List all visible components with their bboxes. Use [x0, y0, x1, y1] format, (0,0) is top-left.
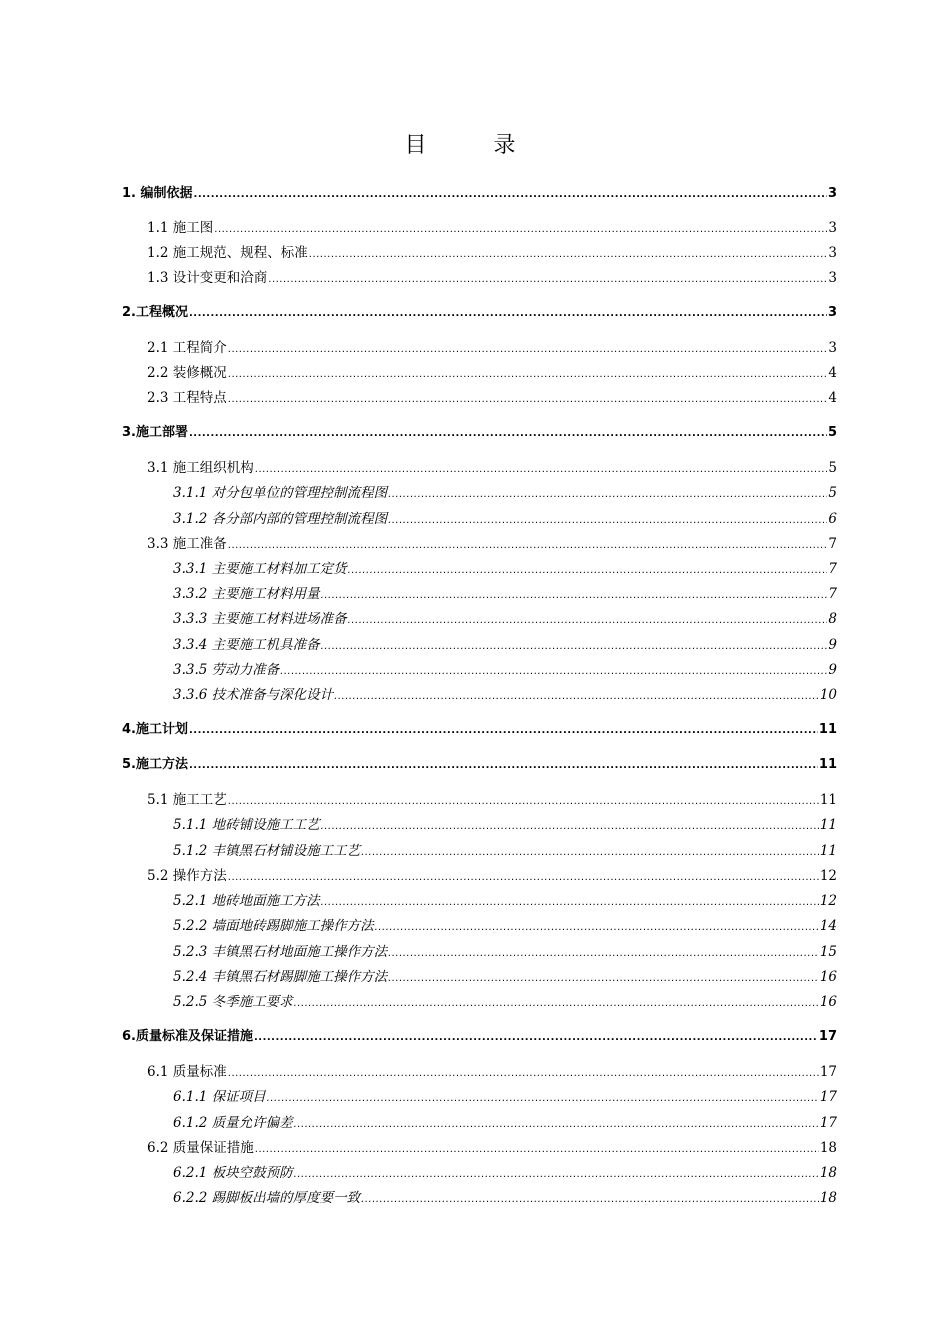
toc-item[interactable]: [173, 889, 837, 909]
toc-label: 1.1 施工图: [147, 220, 214, 236]
toc-leader-dots: [214, 224, 827, 235]
toc-page-number: 18: [819, 1140, 837, 1156]
toc-item[interactable]: [173, 965, 837, 985]
toc-section[interactable]: [122, 301, 837, 320]
page-title: 目 录: [404, 133, 546, 158]
toc-label: 3.1.2 各分部内部的管理控制流程图: [173, 511, 388, 527]
toc-item[interactable]: [173, 683, 837, 703]
toc-label: 3.3.4 主要施工机具准备: [173, 637, 320, 653]
toc-page-number: 17: [819, 1064, 837, 1080]
toc-page-number: 7: [828, 586, 837, 602]
toc-page-number: 6: [828, 511, 837, 527]
toc-item[interactable]: [173, 1111, 837, 1131]
toc-page-number: 12: [819, 868, 837, 884]
toc-page-number: 18: [819, 1165, 837, 1181]
toc-page-number: 3: [827, 186, 837, 201]
toc-leader-dots: [280, 666, 827, 677]
toc-leader-dots: [228, 872, 819, 883]
toc-subsection[interactable]: [147, 241, 837, 261]
toc-leader-dots: [388, 515, 827, 526]
toc-label: 3.3.6 技术准备与深化设计: [173, 687, 334, 703]
toc-leader-dots: [309, 249, 828, 260]
toc-page-number: 5: [828, 485, 837, 501]
toc-label: 2.3 工程特点: [147, 390, 227, 406]
toc-leader-dots: [388, 489, 827, 500]
toc-leader-dots: [228, 344, 828, 355]
toc-leader-dots: [254, 1032, 818, 1043]
toc-leader-dots: [189, 308, 827, 319]
toc-label: 5.2.2 墙面地砖踢脚施工操作方法: [173, 918, 374, 934]
toc-page-number: 10: [819, 687, 837, 703]
toc-page-number: 3: [828, 340, 837, 356]
toc-leader-dots: [321, 897, 819, 908]
toc-leader-dots: [267, 1093, 819, 1104]
toc-subsection[interactable]: [147, 216, 837, 236]
toc-leader-dots: [228, 369, 828, 380]
toc-label: 5.1.2 丰镇黑石材铺设施工工艺: [173, 843, 361, 859]
toc-page-number: 11: [818, 722, 837, 737]
toc-item[interactable]: [173, 1085, 837, 1105]
toc-label: 1.2 施工规范、规程、标准: [147, 245, 308, 261]
toc-label: 6.1 质量标准: [147, 1064, 227, 1080]
toc-page-number: 3: [827, 305, 837, 320]
toc-leader-dots: [228, 540, 828, 551]
toc-leader-dots: [361, 847, 819, 858]
toc-label: 5.施工方法: [122, 757, 188, 772]
toc-page-number: 5: [827, 425, 837, 440]
toc-section[interactable]: [122, 753, 837, 772]
toc-leader-dots: [228, 394, 828, 405]
toc-leader-dots: [334, 691, 819, 702]
toc-label: 2.工程概况: [122, 305, 188, 320]
toc-page-number: 4: [828, 365, 837, 381]
toc-page-number: 15: [819, 944, 837, 960]
toc-section[interactable]: [122, 421, 837, 440]
toc-page-number: 17: [818, 1029, 837, 1044]
toc-label: 4.施工计划: [122, 722, 188, 737]
toc-page-number: 7: [828, 561, 837, 577]
toc-label: 1. 编制依据: [122, 186, 193, 201]
toc-page-number: 3: [828, 270, 837, 286]
toc-label: 5.1 施工工艺: [147, 792, 227, 808]
toc-label: 3.1 施工组织机构: [147, 460, 254, 476]
toc-page-number: 17: [819, 1089, 837, 1105]
toc-label: 2.1 工程简介: [147, 340, 227, 356]
toc-leader-dots: [194, 189, 827, 200]
toc-page-number: 4: [828, 390, 837, 406]
toc-label: 3.1.1 对分包单位的管理控制流程图: [173, 485, 388, 501]
toc-leader-dots: [268, 274, 827, 285]
toc-label: 3.3.2 主要施工材料用量: [173, 586, 320, 602]
toc-label: 3.3.5 劳动力准备: [173, 662, 280, 678]
toc-leader-dots: [228, 796, 819, 807]
toc-item[interactable]: [173, 633, 837, 653]
toc-subsection[interactable]: [147, 1060, 837, 1080]
toc-section[interactable]: [122, 182, 837, 201]
toc-subsection[interactable]: [147, 336, 837, 356]
toc-item[interactable]: [173, 507, 837, 527]
toc-label: 5.2.1 地砖地面施工方法: [173, 893, 320, 909]
toc-leader-dots: [189, 760, 818, 771]
toc-item[interactable]: [173, 582, 837, 602]
toc-leader-dots: [294, 1169, 819, 1180]
toc-subsection[interactable]: [147, 788, 837, 808]
toc-item[interactable]: [173, 914, 837, 934]
toc-subsection[interactable]: [147, 456, 837, 476]
toc-item[interactable]: [173, 1161, 837, 1181]
toc-page-number: 11: [819, 843, 837, 859]
toc-leader-dots: [388, 948, 819, 959]
toc-label: 5.1.1 地砖铺设施工工艺: [173, 817, 320, 833]
toc-page-number: 14: [819, 918, 837, 934]
toc-item[interactable]: [173, 607, 837, 627]
toc-page-number: 18: [819, 1190, 837, 1206]
toc-leader-dots: [348, 615, 828, 626]
toc-leader-dots: [189, 725, 818, 736]
toc-label: 3.3 施工准备: [147, 536, 227, 552]
toc-leader-dots: [321, 641, 828, 652]
toc-label: 3.施工部署: [122, 425, 188, 440]
toc-item[interactable]: [173, 813, 837, 833]
toc-page-number: 16: [819, 969, 837, 985]
toc-page-number: 12: [819, 893, 837, 909]
toc-label: 6.2 质量保证措施: [147, 1140, 254, 1156]
toc-leader-dots: [255, 464, 828, 475]
toc-label: 2.2 装修概况: [147, 365, 227, 381]
toc-label: 6.1.2 质量允许偏差: [173, 1115, 293, 1131]
toc-section[interactable]: [122, 1025, 837, 1044]
toc-label: 5.2 操作方法: [147, 868, 227, 884]
toc-page-number: 3: [828, 245, 837, 261]
toc-label: 6.2.2 踢脚板出墙的厚度要一致: [173, 1190, 361, 1206]
toc-item[interactable]: [173, 481, 837, 501]
toc-label: 6.2.1 板块空鼓预防: [173, 1165, 293, 1181]
toc-leader-dots: [228, 1068, 819, 1079]
toc-item[interactable]: [173, 557, 837, 577]
toc-page-number: 7: [828, 536, 837, 552]
toc-label: 5.2.4 丰镇黑石材踢脚施工操作方法: [173, 969, 388, 985]
toc-label: 6.质量标准及保证措施: [122, 1029, 253, 1044]
toc-page-number: 16: [819, 994, 837, 1010]
toc-label: 6.1.1 保证项目: [173, 1089, 266, 1105]
toc-label: 3.3.3 主要施工材料进场准备: [173, 611, 347, 627]
toc-item[interactable]: [173, 658, 837, 678]
toc-subsection[interactable]: [147, 361, 837, 381]
toc-page-number: 11: [819, 792, 837, 808]
toc-section[interactable]: [122, 718, 837, 737]
toc-page-number: 11: [818, 757, 837, 772]
toc-page-number: 11: [819, 817, 837, 833]
toc-leader-dots: [348, 565, 828, 576]
toc-item[interactable]: [173, 839, 837, 859]
toc-subsection[interactable]: [147, 386, 837, 406]
toc-subsection[interactable]: [147, 1136, 837, 1156]
toc-label: 3.3.1 主要施工材料加工定货: [173, 561, 347, 577]
toc-page-number: 3: [828, 220, 837, 236]
toc-leader-dots: [321, 590, 828, 601]
toc-leader-dots: [321, 821, 819, 832]
toc-subsection[interactable]: [147, 864, 837, 884]
toc-page-number: 8: [828, 611, 837, 627]
toc-label: 5.2.5 冬季施工要求: [173, 994, 293, 1010]
toc-leader-dots: [294, 998, 819, 1009]
toc-leader-dots: [294, 1119, 819, 1130]
toc-leader-dots: [388, 973, 819, 984]
toc-label: 1.3 设计变更和洽商: [147, 270, 268, 286]
toc-page-number: 9: [828, 637, 837, 653]
toc-leader-dots: [255, 1144, 819, 1155]
toc-item[interactable]: [173, 1186, 837, 1206]
toc-leader-dots: [375, 922, 819, 933]
toc-page-number: 17: [819, 1115, 837, 1131]
toc-subsection[interactable]: [147, 266, 837, 286]
toc-leader-dots: [361, 1194, 819, 1205]
toc-page-number: 9: [828, 662, 837, 678]
toc-item[interactable]: [173, 990, 837, 1010]
toc-item[interactable]: [173, 940, 837, 960]
toc-leader-dots: [189, 428, 827, 439]
toc-label: 5.2.3 丰镇黑石材地面施工操作方法: [173, 944, 388, 960]
toc-subsection[interactable]: [147, 532, 837, 552]
toc-page-number: 5: [828, 460, 837, 476]
